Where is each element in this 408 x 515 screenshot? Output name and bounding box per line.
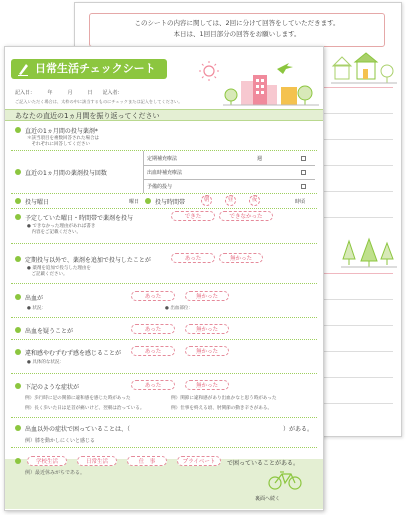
q2-row-3-label: 予備的投与 xyxy=(147,184,173,190)
bicycle-illustration xyxy=(267,469,303,491)
q1-bullet xyxy=(15,127,21,133)
houses-illustration xyxy=(331,51,397,87)
q3-time-label: 投与時間帯 xyxy=(155,199,186,206)
q1-sub-2: それぞれに回答してください xyxy=(27,142,90,147)
divider xyxy=(11,283,317,284)
tag-school-life[interactable]: 学校生活 xyxy=(27,456,67,466)
trees-illustration xyxy=(341,237,397,269)
back-sheet-notice xyxy=(89,13,385,47)
time-option-noon[interactable]: 昼 xyxy=(225,195,236,206)
tag-work[interactable]: 仕 事 xyxy=(127,456,167,466)
divider xyxy=(11,447,317,448)
q6-sub-left: ● 状況： xyxy=(27,306,46,311)
q2-row-1-label: 定期補充療法 xyxy=(147,156,178,162)
q4-bullet xyxy=(15,214,21,220)
divider xyxy=(11,317,317,318)
q9-option-yes[interactable]: あった xyxy=(131,380,175,390)
q4-option-could-not[interactable]: できなかった xyxy=(219,211,273,221)
notice-line-2: 本日は、1回目部分の回答をお願いします。 xyxy=(173,30,301,38)
q9-example-4: 例）仕事を終える頃、肘関節の動き辛さがある。 xyxy=(171,406,273,411)
notice-line-1: このシートの内容に関しては、2回に分けて回答をしていただきます。 xyxy=(134,19,340,27)
q9-bullet xyxy=(15,383,21,389)
tag-private[interactable]: プライベート xyxy=(177,456,221,466)
next-page-label: 裏面へ続く xyxy=(255,496,281,502)
q2-row-1-unit: 週 xyxy=(257,156,263,162)
entry-date-line: 記入日： 年 月 日 記入者： xyxy=(15,90,123,96)
section-heading: あなたの直近の1ヵ月間を振り返ってください xyxy=(5,109,323,121)
q10-text: 出血以外の症状で困っていることは、（ xyxy=(25,426,131,433)
divider xyxy=(11,373,317,374)
q4-text: 予定していた曜日・時間帯で薬剤を投与 xyxy=(25,215,134,222)
front-sheet xyxy=(4,46,324,511)
q7-text: 出血を疑うことが xyxy=(25,328,74,335)
q6-bullet xyxy=(15,294,21,300)
divider xyxy=(11,339,317,340)
q2-bullet xyxy=(15,169,21,175)
divider xyxy=(11,243,317,244)
q9-example-3: 例）長く歩いた日は足首が痛いけど、翌朝は治っている。 xyxy=(25,406,145,411)
entry-note: ご記入いただく場合は、太枠の中に該当するものにチェックまたは記入をしてください。 xyxy=(15,99,183,104)
q2-row-3-checkbox[interactable] xyxy=(301,184,306,189)
q5-sub-1: ● 薬剤を追加で投与した理由を xyxy=(27,266,91,271)
q8-text: 違和感やむずむず感を感じることが xyxy=(25,350,122,357)
q5-text: 定期投与以外で、薬剤を追加で投与したことが xyxy=(25,257,151,264)
time-option-morning[interactable]: 朝 xyxy=(201,195,212,206)
q1-text: 直近の1ヵ月間の投与薬剤* xyxy=(25,128,98,135)
q11-example: 例）最近休みがちである。 xyxy=(25,470,85,476)
q9-example-2: 例）関節に違和感があり出血かなと思う時があった xyxy=(171,396,277,401)
q9-example-1: 例）歩行時に足の関節に違和感を感じた時があった xyxy=(25,396,131,401)
pen-icon xyxy=(17,62,29,76)
time-option-night[interactable]: 夜 xyxy=(249,195,260,206)
q9-text: 下記のような症状が xyxy=(25,384,80,391)
q1-sub-1: ＊該当項目を複数回答された場合は xyxy=(27,136,99,141)
q11-text: で困っていることがある。 xyxy=(227,460,300,467)
q8-option-no[interactable]: 無かった xyxy=(185,346,229,356)
title-bar xyxy=(11,59,167,79)
q3-day-label: 投与曜日 xyxy=(25,199,50,206)
divider xyxy=(11,417,317,418)
q8-option-yes[interactable]: あった xyxy=(131,346,175,356)
q7-bullet xyxy=(15,327,21,333)
q3-day-unit: 曜日 xyxy=(129,199,140,205)
q8-sub: ● 具体的な状況： xyxy=(27,360,64,365)
q7-option-yes[interactable]: あった xyxy=(131,324,175,334)
divider xyxy=(11,208,317,209)
q2-row-2-label: 出血時補充療法 xyxy=(147,170,183,176)
q5-option-yes[interactable]: あった xyxy=(171,253,215,263)
sheet-title: 日常生活チェックシート xyxy=(35,62,156,75)
q4-sub-1: ● できなかった理由があれば書き xyxy=(27,224,96,229)
q4-option-could[interactable]: できた xyxy=(171,211,215,221)
q6-sub-right: ● 出血部位： xyxy=(165,306,193,311)
q6-option-no[interactable]: 無かった xyxy=(185,291,229,301)
tag-daily-life[interactable]: 日常生活 xyxy=(77,456,117,466)
q2-row-1-checkbox[interactable] xyxy=(301,156,306,161)
q10-end: ）がある。 xyxy=(283,426,314,433)
q4-sub-2: 内容をご記載ください。 xyxy=(27,230,81,235)
q3-time-bullet xyxy=(145,198,151,204)
q3-time-end: 時頃 xyxy=(295,199,306,205)
q11-bullet xyxy=(15,458,21,464)
q5-sub-2: ご記載ください。 xyxy=(27,272,68,277)
q2-text: 直近の1ヵ月間の薬剤投与回数 xyxy=(25,170,107,177)
q3-bullet xyxy=(15,198,21,204)
divider xyxy=(11,150,317,151)
city-illustration xyxy=(197,57,319,107)
q10-example: 例）膝を動かしにくいと感じる xyxy=(25,438,96,444)
q5-bullet xyxy=(15,256,21,262)
q6-option-yes[interactable]: あった xyxy=(131,291,175,301)
q7-option-no[interactable]: 無かった xyxy=(185,324,229,334)
q8-bullet xyxy=(15,349,21,355)
divider xyxy=(11,193,317,194)
q2-row-2-checkbox[interactable] xyxy=(301,170,306,175)
q6-text: 出血が xyxy=(25,295,44,302)
q9-option-no[interactable]: 無かった xyxy=(185,380,229,390)
q10-bullet xyxy=(15,425,21,431)
q5-option-no[interactable]: 無かった xyxy=(219,253,263,263)
